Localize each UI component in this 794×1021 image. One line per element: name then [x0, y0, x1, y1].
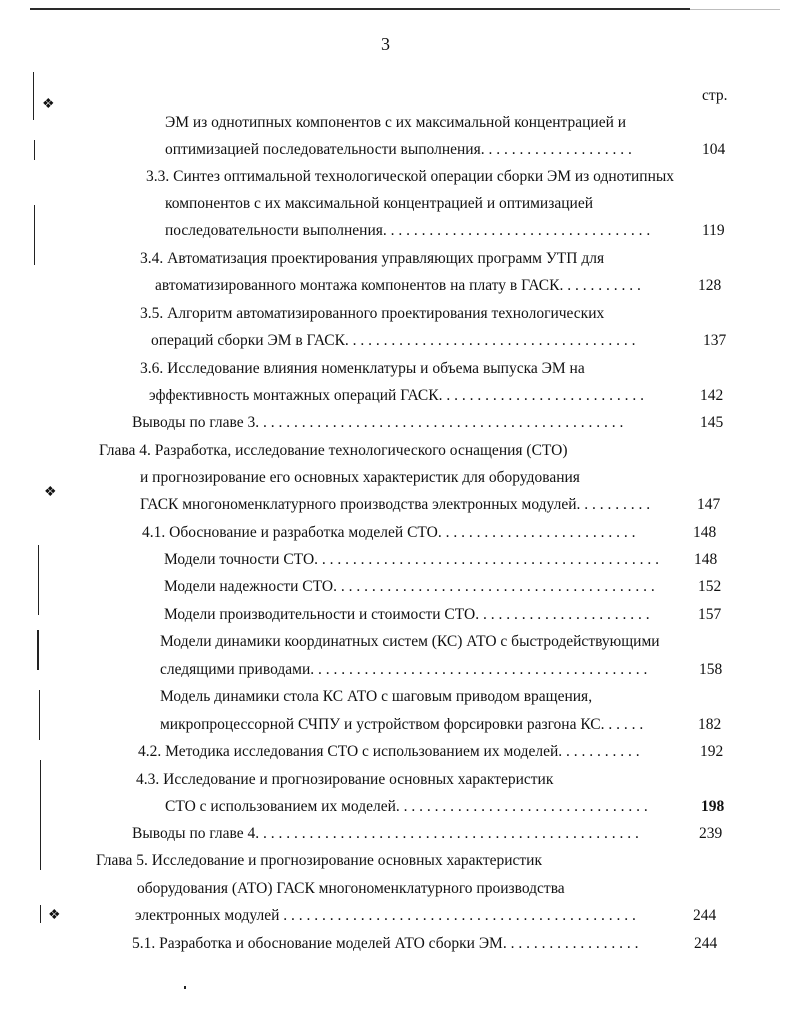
toc-line-text: и прогнозирование его основных характеристик для оборудования [140, 469, 580, 486]
toc-line-text: СТО с использованием их моделей. . . . . . . . . . . . . . . . . . . . . . . . . . . . . . . . . [165, 798, 648, 815]
toc-line-text: Глава 5. Исследование и прогнозирование основных характеристик [96, 852, 543, 869]
toc-line-text: 3.6. Исследование влияния номенклатуры и объема выпуска ЭМ на [140, 360, 585, 377]
toc-page-number: 198 [701, 798, 725, 815]
toc-line-text: эффективность монтажных операций ГАСК. . . . . . . . . . . . . . . . . . . . . . . . . . . [149, 387, 644, 404]
toc-line-text: Глава 4. Разработка, исследование технологического оснащения (СТО) [99, 442, 568, 459]
toc-page-number: 145 [700, 414, 724, 431]
toc-page-number: 152 [698, 578, 722, 595]
scan-edge-line [34, 140, 35, 160]
toc-line-text: 3.3. Синтез оптимальной технологической операции сборки ЭМ из однотипных [146, 168, 675, 185]
scan-top-border [30, 8, 690, 10]
toc-line-text: Модели надежности СТО. . . . . . . . . . . . . . . . . . . . . . . . . . . . . . . . . . . . . . . . . . [164, 578, 655, 595]
toc-line-text: Выводы по главе 3. . . . . . . . . . . . . . . . . . . . . . . . . . . . . . . . . . . . . . . . . . . . . . . . [132, 414, 624, 431]
toc-page-number: 192 [700, 743, 724, 760]
toc-line-text: ГАСК многономенклатурного производства электронных модулей. . . . . . . . . . [140, 496, 651, 513]
toc-line-text: Модели динамики координатных систем (КС) АТО с быстродействующими [160, 633, 660, 650]
scan-edge-line [40, 905, 41, 923]
toc-page-number: 244 [693, 907, 717, 924]
toc-line-text: Выводы по главе 4. . . . . . . . . . . . . . . . . . . . . . . . . . . . . . . . . . . . . . . . . . . . . . . . . . [132, 825, 639, 842]
toc-line-text: компонентов с их максимальной концентрацией и оптимизацией [165, 195, 593, 212]
toc-page-number: 119 [702, 222, 725, 239]
toc-page-number: 239 [699, 825, 723, 842]
toc-page-number: 182 [698, 716, 722, 733]
toc-line-text: микропроцессорной СЧПУ и устройством форсировки разгона КС. . . . . . [160, 716, 644, 733]
toc-page-number: 142 [700, 387, 724, 404]
toc-line-text: 3.4. Автоматизация проектирования управляющих программ УТП для [140, 250, 605, 267]
toc-line-text: оборудования (АТО) ГАСК многономенклатурного производства [137, 880, 565, 897]
toc-line-text: следящими приводами. . . . . . . . . . . . . . . . . . . . . . . . . . . . . . . . . . . . . . . . . . . . [160, 661, 648, 678]
scan-speck [184, 986, 186, 989]
toc-line-text: 4.1. Обоснование и разработка моделей СТО. . . . . . . . . . . . . . . . . . . . . . . . . . [142, 524, 636, 541]
toc-page-number: 147 [697, 496, 721, 513]
toc-line-text: ЭМ из однотипных компонентов с их максимальной концентрацией и [165, 114, 627, 131]
toc-page-number: 104 [702, 141, 726, 158]
binding-hole-mark-icon: ❖ [48, 908, 61, 923]
toc-page-number: 128 [698, 277, 722, 294]
scan-edge-line [39, 690, 40, 740]
toc-line-text: Модели производительности и стоимости СТО. . . . . . . . . . . . . . . . . . . . . . . [164, 606, 650, 623]
scan-top-border-faint [690, 9, 780, 10]
toc-page-number: 148 [693, 524, 717, 541]
toc-line-text: электронных модулей . . . . . . . . . . . . . . . . . . . . . . . . . . . . . . . . . . . . . . . . . . . . . . [135, 907, 636, 924]
toc-page-number: 244 [694, 935, 718, 952]
toc-line-text: 4.2. Методика исследования СТО с использованием их моделей. . . . . . . . . . . [138, 743, 640, 760]
toc-page-number: 137 [703, 332, 727, 349]
scan-edge-line [34, 205, 35, 265]
page-number: 3 [381, 34, 390, 54]
toc-page-number: 158 [699, 661, 723, 678]
toc-line-text: 4.3. Исследование и прогнозирование основных характеристик [136, 771, 554, 788]
binding-hole-mark-icon: ❖ [44, 485, 57, 500]
toc-line-text: автоматизированного монтажа компонентов на плату в ГАСК. . . . . . . . . . . [155, 277, 641, 294]
toc-page-number: 148 [694, 551, 718, 568]
toc-line-text: последовательности выполнения. . . . . . . . . . . . . . . . . . . . . . . . . . . . . . . . . . . [165, 222, 651, 239]
toc-line-text: операций сборки ЭМ в ГАСК. . . . . . . . . . . . . . . . . . . . . . . . . . . . . . . . . . . . . . [151, 332, 636, 349]
toc-page-number: 157 [698, 606, 722, 623]
scan-edge-line [40, 760, 41, 870]
binding-hole-mark-icon: ❖ [42, 97, 55, 112]
toc-line-text: 3.5. Алгоритм автоматизированного проектирования технологических [140, 305, 605, 322]
scan-edge-line [37, 630, 39, 670]
scan-edge-line [33, 72, 34, 120]
toc-line-text: оптимизацией последовательности выполнения. . . . . . . . . . . . . . . . . . . . [165, 141, 632, 158]
toc-line-text: Модели точности СТО. . . . . . . . . . . . . . . . . . . . . . . . . . . . . . . . . . . . . . . . . . . . . [164, 551, 660, 568]
scan-edge-line [38, 545, 39, 615]
toc-line-text: Модель динамики стола КС АТО с шаговым приводом вращения, [160, 688, 593, 705]
toc-line-text: 5.1. Разработка и обоснование моделей АТО сборки ЭМ. . . . . . . . . . . . . . . . . . [132, 935, 639, 952]
page-column-header: стр. [702, 87, 728, 104]
